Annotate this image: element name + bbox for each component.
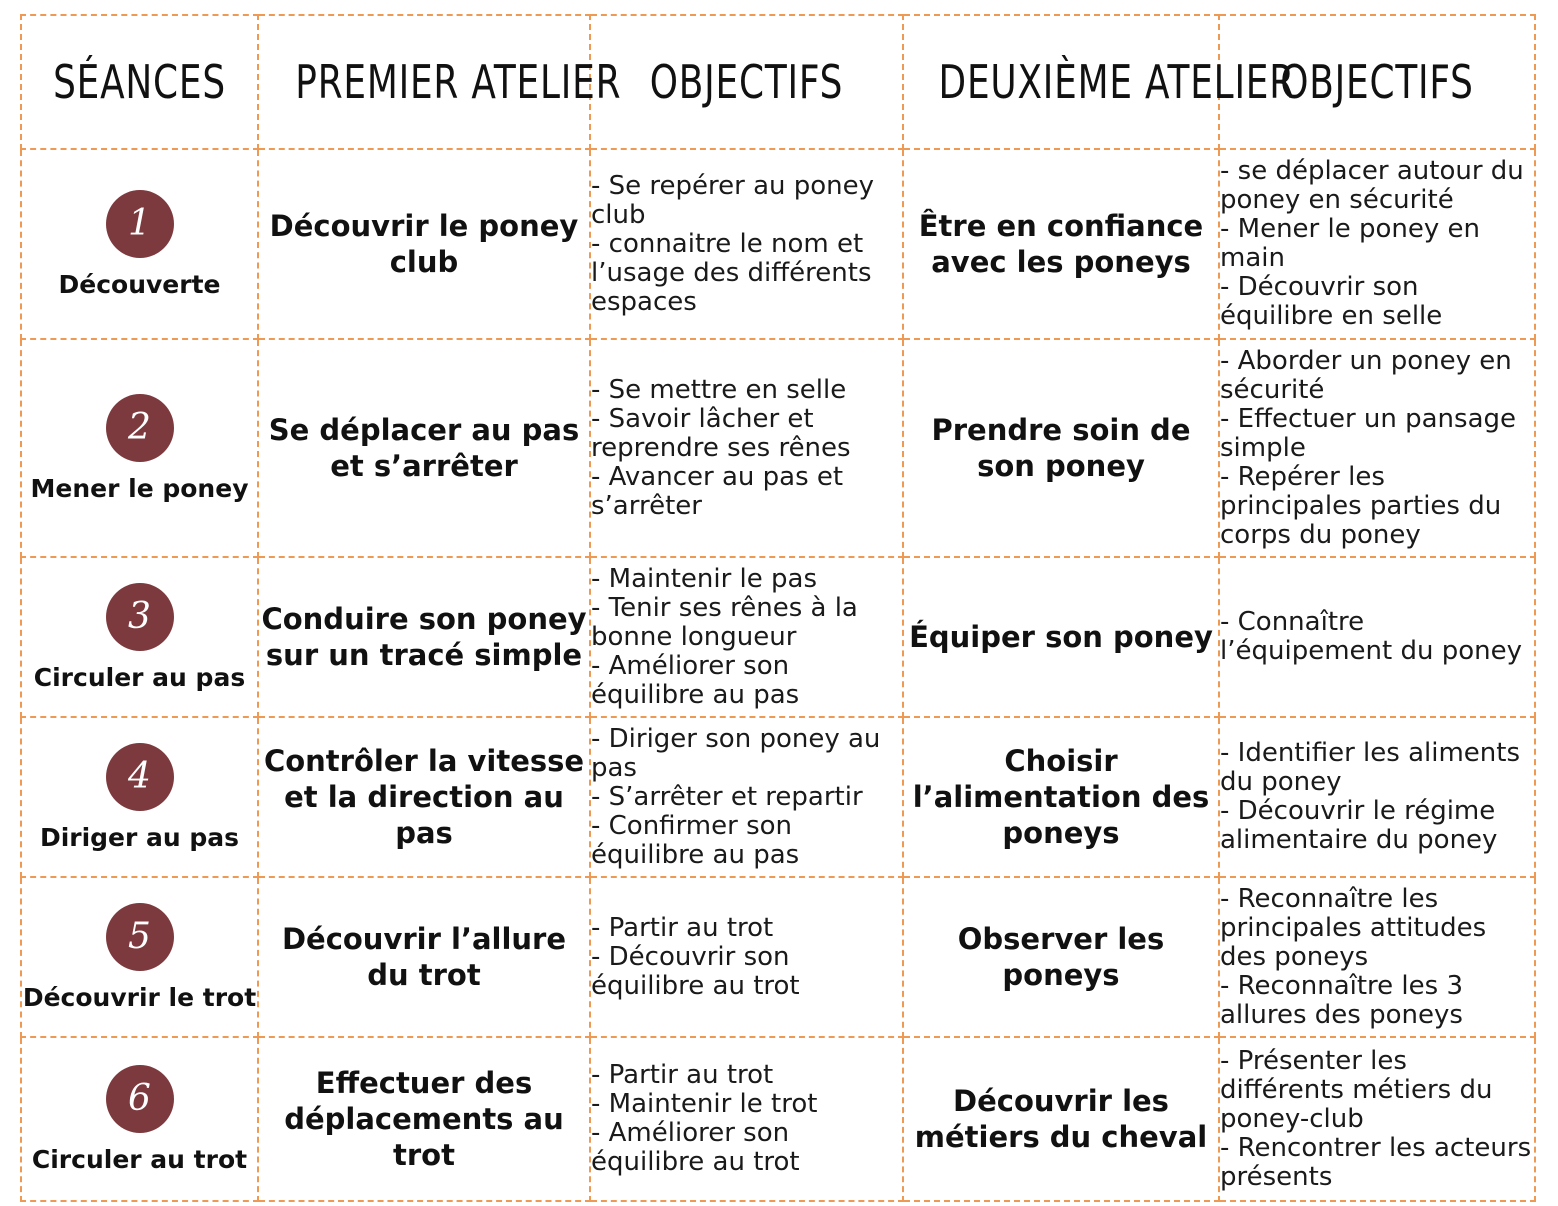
- objective-item: - Se repérer au poney club: [591, 170, 875, 230]
- objective-item: - Identifier les aliments du poney: [1220, 738, 1520, 797]
- seance-label: Mener le poney: [30, 473, 249, 503]
- objective-item: - Connaître l’équipement du poney: [1220, 607, 1522, 666]
- premier-atelier-cell: Découvrir l’allure du trot: [258, 877, 590, 1037]
- seance-label: Circuler au pas: [33, 662, 246, 692]
- objective-item: - Rencontrer les acteurs présents: [1220, 1132, 1532, 1192]
- objective-item: - Reconnaître les 3 allures des poneys: [1220, 970, 1464, 1030]
- premier-atelier-cell: Se déplacer au pas et s’arrêter: [258, 339, 590, 557]
- deuxieme-atelier-cell: Observer les poneys: [903, 877, 1219, 1037]
- objective-item: - Mener le poney en main: [1220, 214, 1480, 273]
- objective-item: - Partir au trot: [591, 1060, 774, 1090]
- deuxieme-atelier-cell: Choisir l’alimentation des poneys: [903, 717, 1219, 877]
- objectifs-1-cell: [590, 717, 903, 877]
- session-number-badge: 6: [106, 1065, 174, 1133]
- session-number-badge: 4: [106, 743, 174, 811]
- objective-item: - Tenir ses rênes à la bonne longueur: [591, 592, 858, 652]
- header-seances: SÉANCES: [47, 15, 232, 149]
- table-row: [21, 149, 1535, 339]
- objective-item: - connaitre le nom et l’usage des différents espaces: [591, 228, 872, 317]
- seance-cell: [21, 717, 258, 877]
- objectifs-1-cell: [590, 149, 903, 339]
- deuxieme-atelier-cell: Prendre soin de son poney: [903, 339, 1219, 557]
- objective-item: - Reconnaître les principales attitudes des poneys: [1220, 883, 1487, 972]
- header-objectifs-2: OBJECTIFS: [1254, 15, 1500, 149]
- seance-cell: [21, 339, 258, 557]
- objective-item: - Découvrir son équilibre au trot: [591, 941, 800, 1001]
- session-number-badge: 1: [106, 190, 174, 258]
- objective-item: - Découvrir son équilibre en selle: [1220, 272, 1443, 331]
- objectifs-2-cell: [1219, 557, 1535, 717]
- premier-atelier-cell: Découvrir le poney club: [258, 149, 590, 339]
- session-number-badge: 5: [106, 903, 174, 971]
- table-row: [21, 877, 1535, 1037]
- objective-item: - Découvrir le régime alimentaire du poney: [1220, 796, 1498, 855]
- premier-atelier-cell: Contrôler la vitesse et la direction au pas: [258, 717, 590, 877]
- objective-item: - S’arrêter et repartir: [591, 781, 863, 812]
- objectifs-2-cell: [1219, 149, 1535, 339]
- seance-label: Circuler au trot: [31, 1144, 248, 1174]
- objective-item: - Améliorer son équilibre au pas: [591, 650, 800, 710]
- objective-item: - Se mettre en selle: [591, 374, 847, 405]
- seance-label: Découvrir le trot: [22, 982, 257, 1012]
- objectifs-2-cell: [1219, 717, 1535, 877]
- objective-item: - Avancer au pas et s’arrêter: [591, 461, 844, 521]
- objective-item: - Effectuer un pansage simple: [1220, 403, 1517, 463]
- header-row: [21, 15, 1535, 149]
- objective-item: - Partir au trot: [591, 912, 774, 943]
- objective-item: - Repérer les principales parties du corps du poney: [1220, 461, 1502, 550]
- objectifs-1-cell: [590, 339, 903, 557]
- objectifs-1-cell: [590, 557, 903, 717]
- seance-label: Diriger au pas: [39, 822, 240, 852]
- objective-item: - Confirmer son équilibre au pas: [591, 810, 800, 870]
- objectifs-1-cell: [590, 877, 903, 1037]
- table-row: [21, 1037, 1535, 1201]
- premier-atelier-cell: Effectuer des déplacements au trot: [258, 1037, 590, 1201]
- objective-item: - Maintenir le trot: [591, 1089, 818, 1119]
- seance-cell: [21, 557, 258, 717]
- table-row: [21, 339, 1535, 557]
- deuxieme-atelier-cell: Équiper son poney: [903, 557, 1219, 717]
- objectifs-2-cell: [1219, 339, 1535, 557]
- objectifs-2-cell: [1219, 1037, 1535, 1201]
- objective-item: - Diriger son poney au pas: [591, 723, 881, 783]
- program-table: [20, 14, 1536, 1202]
- session-number-badge: 2: [106, 394, 174, 462]
- objective-item: - Savoir lâcher et reprendre ses rênes: [591, 403, 851, 463]
- session-number-badge: 3: [106, 583, 174, 651]
- seance-label: Découverte: [58, 269, 221, 299]
- deuxieme-atelier-cell: Découvrir les métiers du cheval: [903, 1037, 1219, 1201]
- seance-cell: [21, 149, 258, 339]
- objectifs-2-cell: [1219, 877, 1535, 1037]
- objective-item: - Améliorer son équilibre au trot: [591, 1118, 800, 1177]
- objective-item: - se déplacer autour du poney en sécurité: [1220, 156, 1524, 215]
- table-row: [21, 717, 1535, 877]
- header-objectifs-1: OBJECTIFS: [624, 15, 868, 149]
- premier-atelier-cell: Conduire son poney sur un tracé simple: [258, 557, 590, 717]
- table-row: [21, 557, 1535, 717]
- objectifs-1-cell: [590, 1037, 903, 1201]
- seance-cell: [21, 877, 258, 1037]
- objective-item: - Présenter les différents métiers du poney-club: [1220, 1045, 1493, 1134]
- objective-item: - Maintenir le pas: [591, 563, 818, 594]
- header-premier-atelier: PREMIER ATELIER: [295, 15, 554, 149]
- objective-item: - Aborder un poney en sécurité: [1220, 345, 1512, 405]
- deuxieme-atelier-cell: Être en confiance avec les poneys: [903, 149, 1219, 339]
- seance-cell: [21, 1037, 258, 1201]
- header-deuxieme-atelier: DEUXIÈME ATELIER: [938, 15, 1184, 149]
